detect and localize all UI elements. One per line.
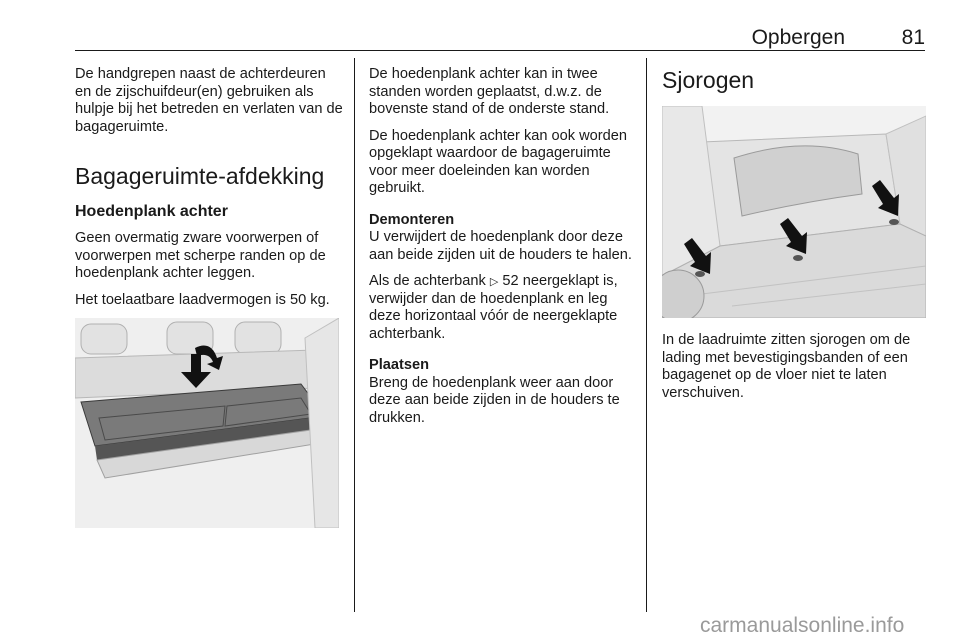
rear-bench-text-start: Als de achterbank — [369, 273, 486, 289]
plaatsen-text: Breng de hoedenplank weer aan door deze aan beide zijden in de houders te drukken. — [369, 374, 620, 426]
rear-bench-text-end: neergeklapt is, verwijder dan de hoedenplank en leg deze horizontaal vóór de neergeklapte achterbank. — [369, 273, 618, 342]
subheading-plaatsen: Plaatsen — [369, 357, 430, 373]
page-reference-link[interactable]: 52 — [502, 273, 519, 289]
positions-paragraph: De hoedenplank achter kan in twee standen worden geplaatst, d.w.z. de bovenste stand of de onderste stand. — [369, 66, 610, 117]
warning-paragraph: Geen overmatig zware voorwerpen of voorwerpen met scherpe randen op de hoedenplank achter leggen. — [75, 230, 326, 281]
column-2 — [369, 66, 635, 436]
column-1 — [75, 66, 343, 528]
fold-up-paragraph: De hoedenplank achter kan ook worden opgeklapt waardoor de bagageruimte voor meer doeleinden kan worden gebruikt. — [369, 127, 627, 196]
subheading-demonteren: Demonteren — [369, 211, 455, 228]
column-divider-2 — [646, 58, 647, 612]
intro-paragraph: De handgrepen naast de achterdeuren en de zijschuifdeur(en) gebruiken als hulpje bij het betreden en verlaten van de bagageruimte. — [75, 66, 343, 135]
heading-hoedenplank-achter: Hoedenplank achter — [75, 203, 228, 220]
page-header — [75, 22, 925, 51]
column-3 — [662, 66, 926, 411]
demonteren-block — [369, 212, 635, 265]
load-capacity-paragraph: Het toelaatbare laadvermogen is 50 kg. — [75, 291, 330, 308]
lashing-eyes-paragraph: In de laadruimte zitten sjorogen om de lading met bevestigingsbanden of een bagagenet op de vloer niet te laten verschuiven. — [662, 332, 911, 401]
heading-sjorogen: Sjorogen — [662, 67, 755, 93]
heading-bagageruimte-afdekking: Bagageruimte-afdekking — [75, 163, 325, 189]
rear-bench-paragraph — [369, 273, 635, 343]
lashing-eyes-illustration — [662, 106, 926, 318]
page-reference-icon: ▷ — [489, 275, 499, 288]
parcel-shelf-illustration — [75, 318, 339, 528]
plaatsen-block — [369, 357, 635, 427]
demonteren-text: U verwijdert de hoedenplank door deze aan beide zijden uit de houders te halen. — [369, 229, 632, 263]
section-title: Opbergen — [751, 26, 845, 49]
column-divider-1 — [354, 58, 355, 612]
watermark: carmanualsonline.info — [700, 614, 905, 637]
page-number: 81 — [901, 26, 925, 49]
